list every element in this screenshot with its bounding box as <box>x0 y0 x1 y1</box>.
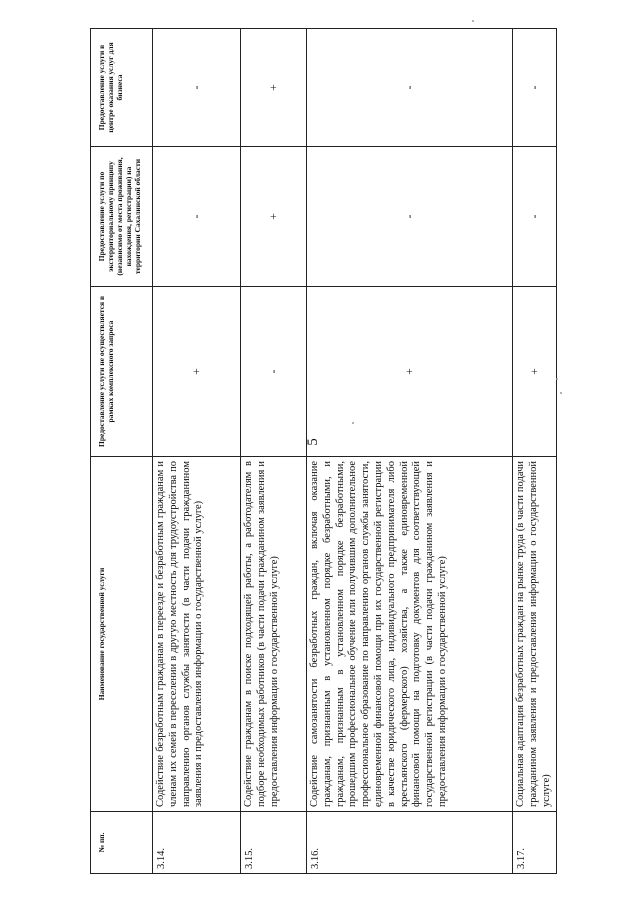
row-extraterritorial-mark: - <box>513 147 557 287</box>
row-service-name: Содействие гражданам в поиске подходящей работы, а работодателям в подборе необходимых работников (в части подачи гражданином заявления и предоставления информации о государственной услуге) <box>241 457 307 812</box>
row-extraterritorial-mark: + <box>241 147 307 287</box>
services-table <box>90 28 557 874</box>
row-service-name: Содействие самозанятости безработных граждан, включая оказание гражданам, признанным в установленном порядке безработными, и гражданам, признанным в установленном порядке безработными, прошедшим профессиональное обучение или получившим дополнительное профессиональное образование по направлению органов службы занятости, единовременной финансовой помощи при их государственной регистрации в качестве юридического лица, индивидуального предпринимателя либо крестьянского (фермерского) хозяйства, а также единовременной финансовой помощи на подготовку документов для соответствующей государственной регистрации (в части подачи гражданином заявления и предоставления информации о государственной услуге) <box>307 457 513 812</box>
row-business-mark: - <box>513 29 557 147</box>
table-row <box>513 29 557 874</box>
row-num: 3.17. <box>513 812 557 874</box>
row-num: 3.16. <box>307 812 513 874</box>
row-complex-mark: + <box>307 287 513 457</box>
row-business-mark: - <box>153 29 241 147</box>
row-complex-mark: + <box>153 287 241 457</box>
row-num: 3.15. <box>241 812 307 874</box>
scan-speck <box>352 422 354 424</box>
scan-speck <box>556 378 558 380</box>
row-extraterritorial-mark: - <box>153 147 241 287</box>
table-header-row <box>91 29 153 874</box>
header-name: Наименование государственной услуги <box>91 457 153 812</box>
header-extraterritorial: Предоставление услуги по экстерриториальному принципу (независимо от места проживания, нахождения, регистрации) на территории Сахалинской области <box>91 147 153 287</box>
table-row <box>241 29 307 874</box>
table-row <box>307 29 513 874</box>
row-business-mark: - <box>307 29 513 147</box>
header-complex: Предоставление услуги не осуществляется в рамках комплексного запроса <box>91 287 153 457</box>
rotated-table-container <box>90 29 556 874</box>
row-service-name: Содействие безработным гражданам в переезде и безработным гражданам и членам их семей в переселении в другую местность для трудоустройства по направлению органов службы занятости (в части подачи гражданином заявления и предоставления информации о государственной услуге) <box>153 457 241 812</box>
header-business: Предоставление услуги в центре оказания услуг для бизнеса <box>91 29 153 147</box>
row-complex-mark: + <box>513 287 557 457</box>
scan-speck <box>560 392 562 394</box>
row-num: 3.14. <box>153 812 241 874</box>
row-extraterritorial-mark: - <box>307 147 513 287</box>
page-number: 5 <box>305 438 321 446</box>
scan-speck <box>472 20 474 22</box>
row-business-mark: + <box>241 29 307 147</box>
row-complex-mark: - <box>241 287 307 457</box>
table-row <box>153 29 241 874</box>
row-service-name: Социальная адаптация безработных граждан на рынке труда (в части подачи гражданином заявления и предоставления информации о государственной услуге) <box>513 457 557 812</box>
header-num: № пп. <box>91 812 153 874</box>
